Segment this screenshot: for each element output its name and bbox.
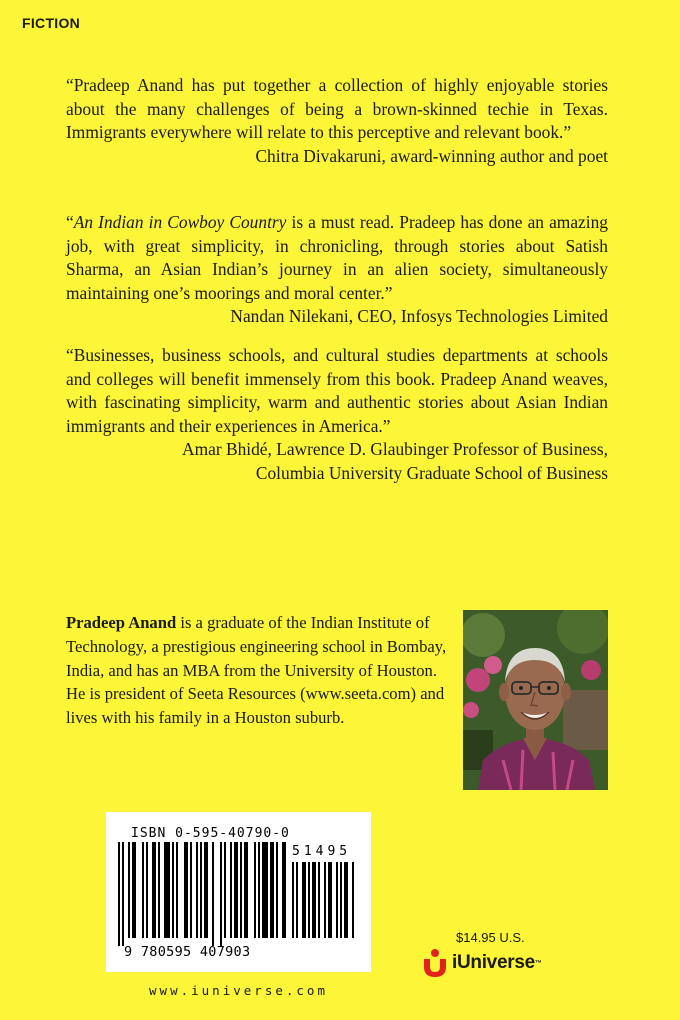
endorsement-1 [66,74,608,168]
barcode-bar [172,842,174,938]
barcode-panel [106,812,371,972]
isbn-label: ISBN 0-595-40790-0 [131,826,290,841]
publisher-website: www.iuniverse.com [149,983,328,998]
author-bio-text: is a graduate of the Indian Institute of Technology, a prestigious engineering school in Bombay, India, and has an MBA from the University of Houston. He is president of Seeta Resources (www.seeta.com) and lives with his family in a Houston suburb. [66,613,447,728]
endorsement-2 [66,211,608,329]
endorsement-1-attribution: Chitra Divakaruni, award-winning author and poet [255,145,608,166]
logo-cup [424,959,446,977]
barcode-bar [262,842,268,938]
endorsement-3-attribution-line2: Columbia University Graduate School of Business [255,462,608,483]
barcode-bar [220,842,222,946]
barcode-bar [152,842,156,938]
ean-digits: 9 780595 407903 [124,944,251,960]
endorsement-2-text: “An Indian in Cowboy Country is a must read. Pradeep has done an amazing job, with great simplicity, in chronicling, through stories about Satish Sharma, an Asian Indian’s journey in an alien society, simultaneously maintaining one’s moorings and moral center.” [66,212,608,303]
barcode-bar [292,862,294,938]
trademark-symbol: ™ [534,959,542,967]
barcode-bar [328,862,332,938]
barcode-bar [308,862,310,938]
barcode-bar [224,842,226,938]
addon-barcode-icon [292,862,358,946]
endorsement-3-attribution-line1: Amar Bhidé, Lawrence D. Glaubinger Professor of Business, [182,439,608,460]
barcode-bar [158,842,160,938]
barcode-bar [336,862,338,938]
author-bio [66,611,448,730]
barcode-bar [118,842,120,946]
endorsement-3-text: “Businesses, business schools, and cultural studies departments at schools and colleges will benefit immensely from this book. Pradeep Anand weaves, with fascinating simplicity, warm and authentic stories about Asian Indian immigrants and their experiences in America.” [66,345,608,436]
price: $14.95 U.S. [456,930,525,945]
barcode-bar [230,842,232,938]
barcode-bar [318,862,320,938]
endorsement-2-attribution: Nandan Nilekani, CEO, Infosys Technologies Limited [230,306,608,327]
barcode-bar [204,842,208,938]
barcode-bar [132,842,136,938]
iuniverse-logo-icon [422,948,448,978]
genre-label: FICTION [22,15,81,31]
barcode-bar [234,842,238,938]
publisher-name: iUniverse [452,952,535,973]
author-portrait-image [463,610,608,790]
barcode-bar [254,842,256,938]
barcode-bar [122,842,124,946]
barcode-bar [312,862,316,938]
barcode-bar [258,842,260,938]
barcode-bar [270,842,274,938]
endorsement-2-body: is a must read. Pradeep has done an amazing job, with great simplicity, in chronicling, through stories about Satish Sharma, an Asian Indian’s journey in an alien society, simultaneously maintaining one’s moorings and moral center.” [66,212,608,303]
ean-barcode-icon [118,842,286,946]
barcode-bar [196,842,198,938]
endorsement-3 [66,344,608,486]
book-title: An Indian in Cowboy Country [73,212,287,232]
barcode-bar [240,842,242,938]
barcode-bar [212,842,214,946]
barcode-bar [296,862,298,938]
barcode-bar [146,842,148,938]
barcode-bar [276,842,278,938]
author-photo [463,610,608,790]
publisher-logo [422,948,542,978]
barcode-bar [164,842,170,938]
logo-dot [431,949,439,957]
barcode-bar [344,862,348,938]
barcode-bar [190,842,192,938]
barcode-bar [244,842,248,938]
endorsement-1-text: “Pradeep Anand has put together a collection of highly enjoyable stories about the many challenges of being a brown-skinned techie in Texas. Immigrants everywhere will relate to this perceptive and relevant book.” [66,75,608,143]
barcode-bar [184,842,188,938]
barcode-bar [340,862,342,938]
barcode-bar [200,842,202,938]
barcode-bar [128,842,130,938]
author-name: Pradeep Anand [66,613,177,632]
barcode-bar [176,842,178,938]
barcode-bar [282,842,286,938]
barcode-bar [352,862,354,938]
barcode-bar [142,842,144,938]
barcode-bar [302,862,306,938]
barcode-bar [324,862,326,938]
price-code: 51495 [292,844,352,859]
